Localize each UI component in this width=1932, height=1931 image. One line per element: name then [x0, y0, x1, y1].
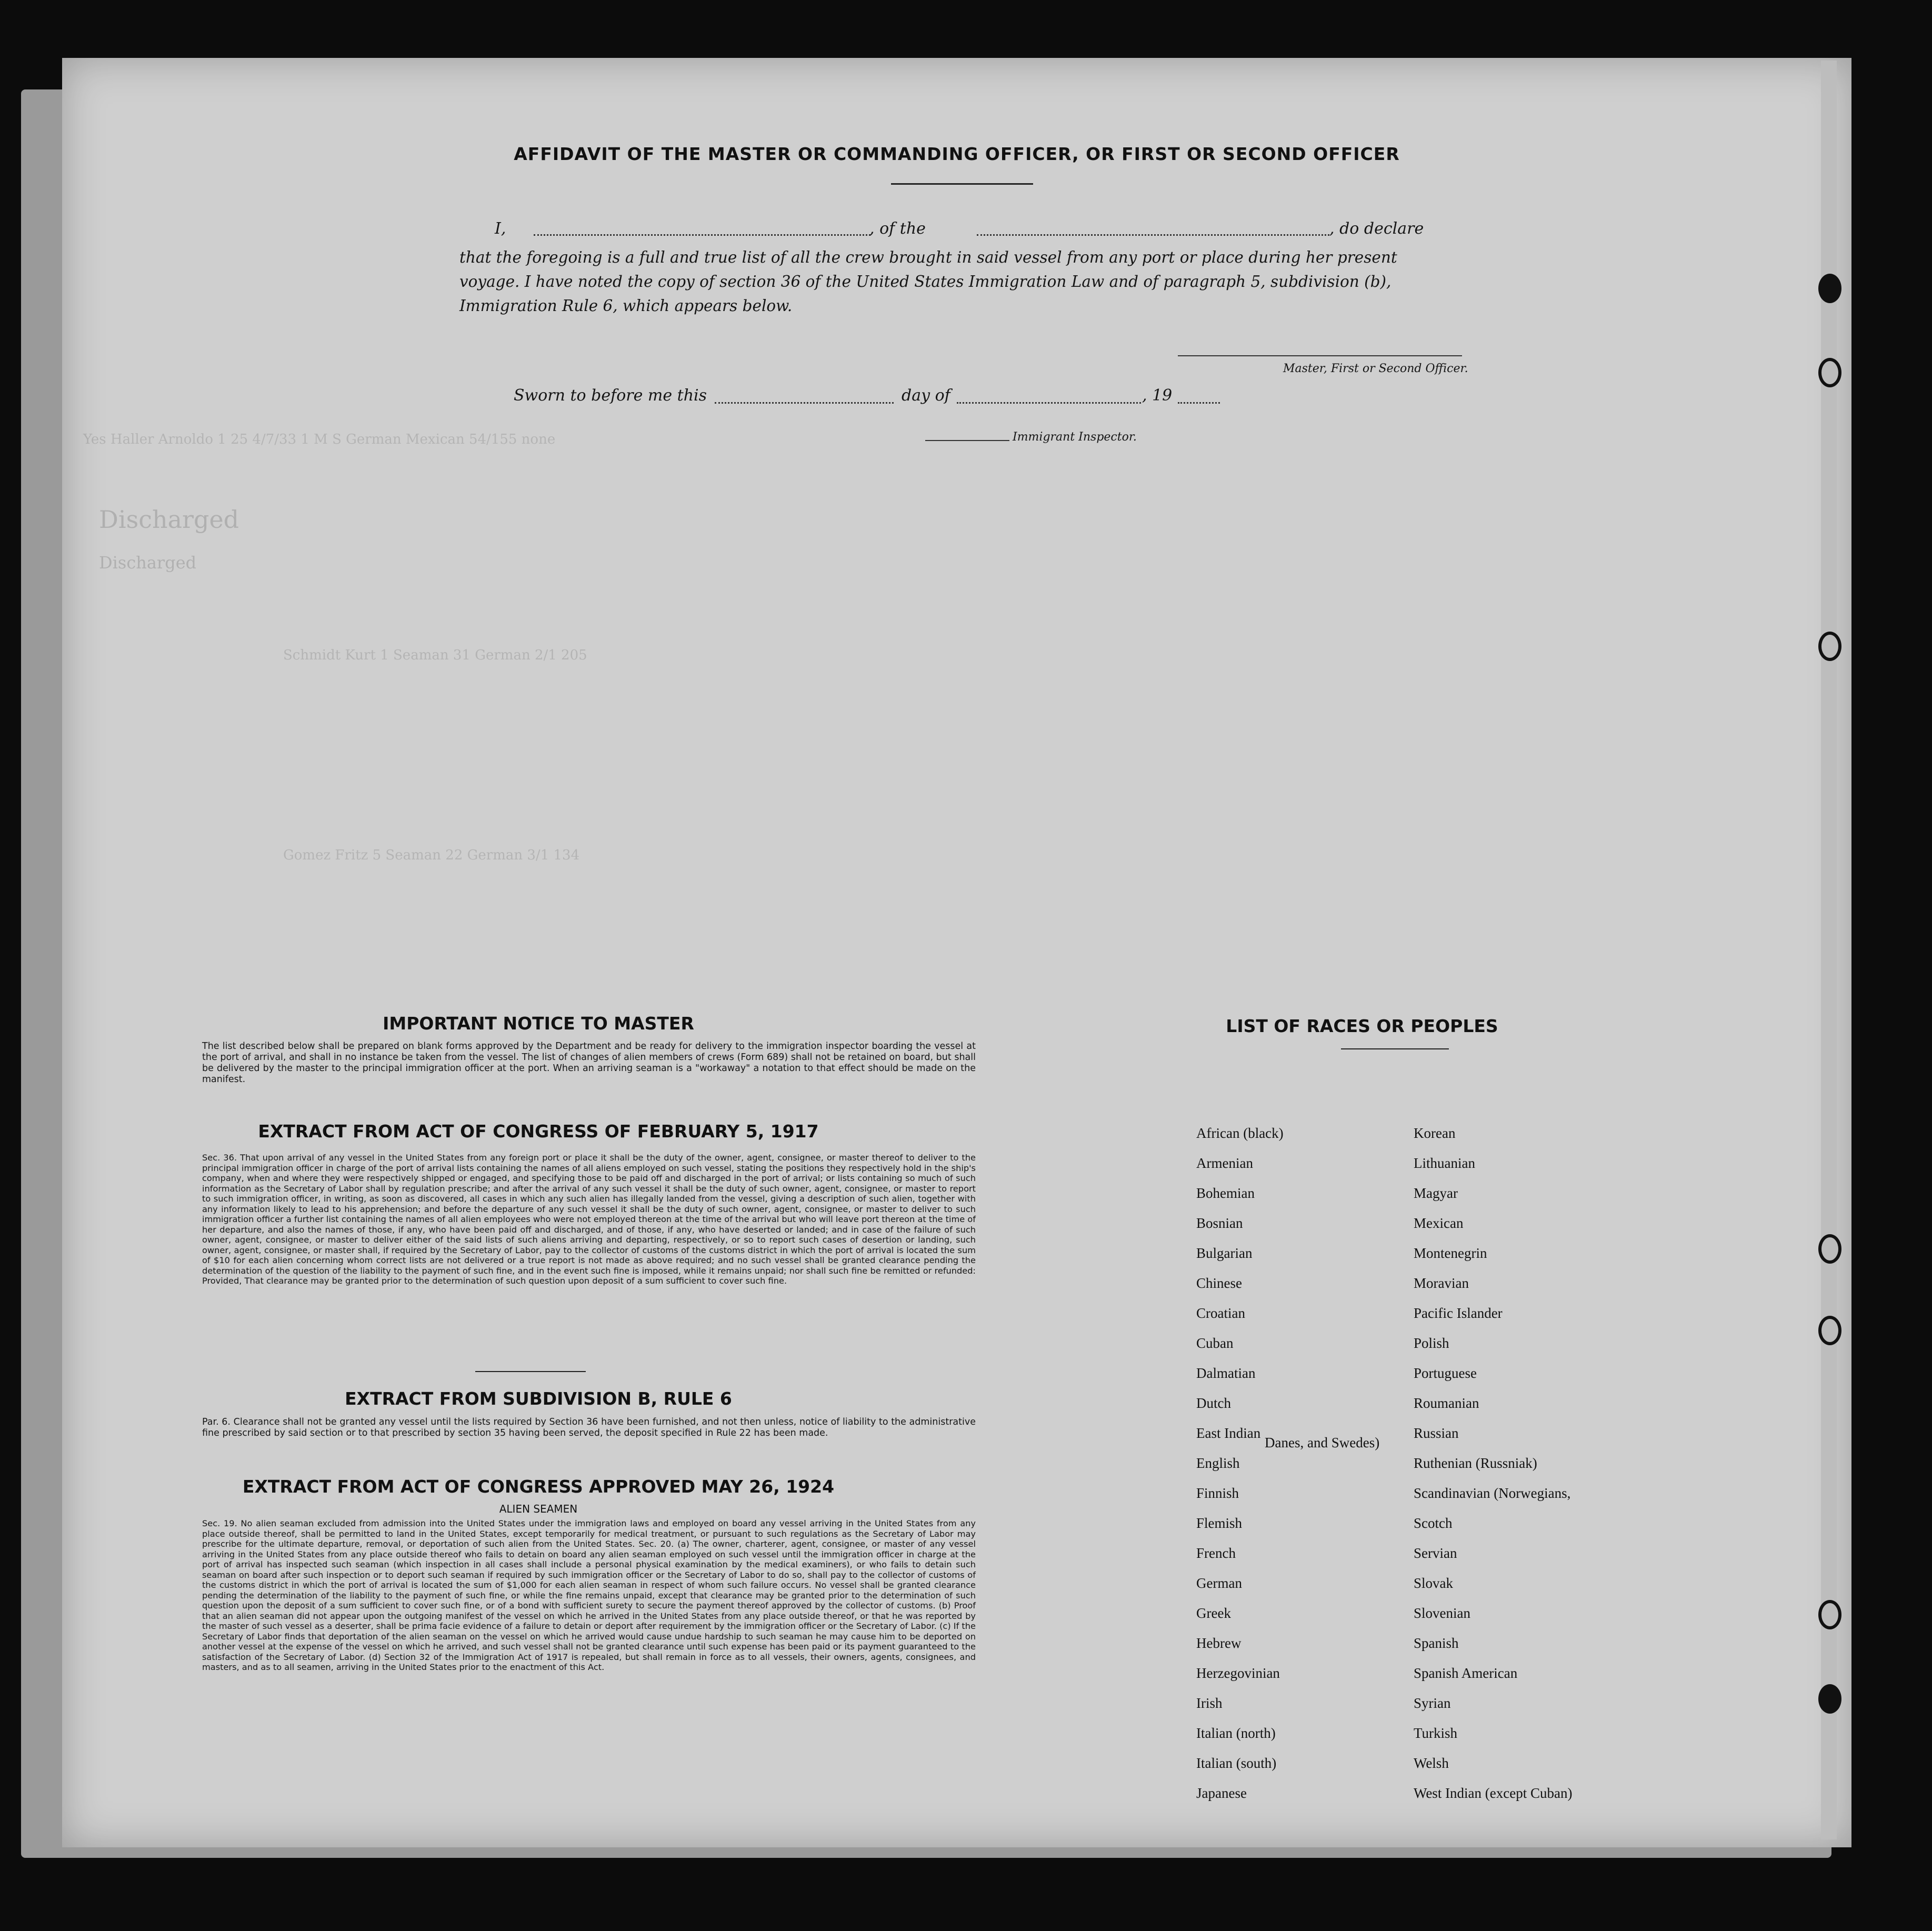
race-item: Magyar — [1414, 1185, 1458, 1201]
punch-hole — [1818, 632, 1841, 661]
races-underline — [1341, 1048, 1449, 1049]
race-item: Bosnian — [1196, 1215, 1243, 1231]
rule6-heading: EXTRACT FROM SUBDIVISION B, RULE 6 — [345, 1388, 732, 1409]
race-item: West Indian (except Cuban) — [1414, 1785, 1573, 1801]
race-item: English — [1196, 1455, 1240, 1471]
race-item: Portuguese — [1414, 1365, 1477, 1381]
punch-hole — [1818, 1234, 1841, 1264]
section-divider — [475, 1371, 586, 1372]
race-item: French — [1196, 1545, 1236, 1561]
race-item: Polish — [1414, 1335, 1449, 1351]
race-item: Korean — [1414, 1125, 1456, 1141]
race-item: Herzegovinian — [1196, 1665, 1280, 1681]
signature-caption: Master, First or Second Officer. — [1283, 362, 1468, 375]
race-item: Croatian — [1196, 1305, 1245, 1321]
bleed-through-rows: Gomez Fritz 5 Seaman 22 German 3/1 134 — [283, 847, 580, 863]
punch-hole — [1818, 358, 1841, 387]
race-item: Scotch — [1414, 1515, 1453, 1531]
race-item: Cuban — [1196, 1335, 1234, 1351]
document-page — [62, 58, 1851, 1847]
extract-1917-heading: EXTRACT FROM ACT OF CONGRESS OF FEBRUARY 5, 1917 — [258, 1121, 819, 1142]
race-item: Hebrew — [1196, 1635, 1242, 1651]
affidavit-i-label: I, — [495, 219, 506, 238]
race-item: Slovak — [1414, 1575, 1454, 1591]
race-item: Servian — [1414, 1545, 1457, 1561]
day-of-label: day of — [902, 386, 950, 405]
race-item: Pacific Islander — [1414, 1305, 1503, 1321]
race-item: African (black) — [1196, 1125, 1284, 1141]
race-item: Ruthenian (Russniak) — [1414, 1455, 1537, 1471]
race-item: Syrian — [1414, 1695, 1451, 1711]
race-item: Welsh — [1414, 1755, 1449, 1771]
sworn-day-blank[interactable] — [715, 402, 894, 404]
affidavit-line-3: voyage. I have noted the copy of section 36 of the United States Immigration Law and of paragraph 5, subdivision (b), — [459, 273, 1392, 291]
notice-heading: IMPORTANT NOTICE TO MASTER — [383, 1013, 694, 1034]
punch-hole — [1818, 1684, 1841, 1714]
affidavit-line-4: Immigration Rule 6, which appears below. — [459, 297, 793, 315]
punch-hole — [1818, 1316, 1841, 1345]
rule6-text: Par. 6. Clearance shall not be granted any vessel until the lists required by Section 36 have been furnished, and not then unless, notice of liability to the administrative fine prescribed by said section or to that prescribed by section 35 having been served, the deposit specified in Rule 22 has been made. — [202, 1417, 976, 1438]
inspector-caption: Immigrant Inspector. — [1013, 431, 1137, 444]
page-edge — [1821, 61, 1837, 1839]
bleed-through-rows: Yes Haller Arnoldo 1 25 4/7/33 1 M S German Mexican 54/155 none — [83, 432, 556, 447]
punch-hole — [1818, 1600, 1841, 1629]
race-item: Moravian — [1414, 1275, 1469, 1291]
race-item: Japanese — [1196, 1785, 1247, 1801]
race-item: Italian (north) — [1196, 1725, 1276, 1741]
race-item: Irish — [1196, 1695, 1223, 1711]
sworn-label: Sworn to before me this — [514, 386, 707, 405]
race-item: Slovenian — [1414, 1605, 1470, 1621]
inspector-blank[interactable] — [925, 440, 1009, 441]
race-item: Bulgarian — [1196, 1245, 1253, 1261]
sworn-year-blank[interactable] — [1178, 402, 1220, 404]
extract-1924-text: Sec. 19. No alien seaman excluded from admission into the United States under the immigration laws and employed on board any vessel arriving in the United States from any place outside thereof, shall be permitted to land in the United States, except temporarily for medical treatment, or pursuant to such regulations as the Secretary of Labor may prescribe for the ultimate departure, removal, or deportation of such alien from the United States. Sec. 20. (a) The owner, charterer, agent, consignee, or master of any vessel arriving in the United States from any place outside thereof who fails to detain on board any alien seaman employed on such vessel until the immigration officer in charge at the port of arrival has inspected such seaman (which inspection in all cases shall include a personal physical examination by the medical examiners), or who fails to detain such seaman on board after such inspection or to deport such seaman if required by such immigration officer or the Secretary of Labor to do so, shall pay to the collector of customs of the customs district in which the port of arrival is located the sum of $1,000 for each alien seaman in respect of whom such failure occurs. No vessel shall be granted clearance pending the determination of the liability to the payment of such fine, or while the fine remains unpaid, except that clearance may be granted prior to the determination of such question upon the deposit of a sum sufficient to cover such fine, or of a bond with sufficient surety to secure the payment thereof approved by the collector of customs. (b) Proof that an alien seaman did not appear upon the outgoing manifest of the vessel on which he arrived in the United States from any place outside thereof, or that he was reported by the master of such vessel as a deserter, shall be prima facie evidence of a failure to detain or deport after requirement by the immigration officer or the Secretary of Labor. (c) If the Secretary of Labor finds that deportation of the alien seaman on the vessel on which he arrived would cause undue hardship to such seaman he may cause him to be deported on another vessel at the expense of the vessel on which he arrived, and such vessel shall not be granted clearance until such expense has been paid or its payment guaranteed to the satisfaction of the Secretary of Labor. (d) Section 32 of the Immigration Act of 1917 is repealed, but shall remain in force as to all vessels, their owners, agents, consignees, and masters, and as to all seamen, arriving in the United States prior to the enactment of this Act. — [202, 1518, 976, 1672]
punch-hole — [1818, 274, 1841, 303]
alien-seamen-subheading: ALIEN SEAMEN — [499, 1503, 578, 1515]
year-label: , 19 — [1142, 386, 1173, 405]
race-item: Bohemian — [1196, 1185, 1255, 1201]
race-item: Flemish — [1196, 1515, 1243, 1531]
race-item: Turkish — [1414, 1725, 1458, 1741]
affidavit-title: AFFIDAVIT OF THE MASTER OR COMMANDING OFFICER, OR FIRST OR SECOND OFFICER — [514, 144, 1400, 164]
bleed-through-rows: Schmidt Kurt 1 Seaman 31 German 2/1 205 — [283, 647, 587, 663]
race-item: Armenian — [1196, 1155, 1253, 1171]
race-item: East Indian — [1196, 1425, 1261, 1441]
bleed-through-handwriting: Discharged — [99, 553, 197, 573]
race-item-scandinavian-cont: Danes, and Swedes) — [1265, 1435, 1380, 1450]
affidavit-do-declare: , do declare — [1329, 219, 1424, 238]
signature-blank[interactable] — [1178, 355, 1462, 356]
race-item: Russian — [1414, 1425, 1459, 1441]
notice-text: The list described below shall be prepared on blank forms approved by the Department and be ready for delivery to the immigration inspector boarding the vessel at the port of arrival, and shall in no instance be taken from the vessel. The list of changes of alien members of crews (Form 689) shall not be retained on board, but shall be delivered by the master to the principal immigration officer at the port. When an arriving seaman is a "workaway" a notation to that effect should be made on the manifest. — [202, 1041, 976, 1085]
extract-1924-heading: EXTRACT FROM ACT OF CONGRESS APPROVED MAY 26, 1924 — [242, 1476, 835, 1497]
affidavit-line-2: that the foregoing is a full and true list of all the crew brought in said vessel from any port or place during her present — [459, 248, 1397, 266]
extract-1917-text: Sec. 36. That upon arrival of any vessel in the United States from any foreign port or place it shall be the duty of the owner, agent, consignee, or master thereof to deliver to the principal immigration officer in charge of the port of arrival lists containing the names of all aliens employed on such vessel, stating the positions they respectively hold in the ship's company, when and where they were respectively shipped or engaged, and specifying those to be paid off and discharged in the port of arrival; or lists containing so much of such information as the Secretary of Labor shall by regulation prescribe; and after the arrival of any such vessel it shall be the duty of such owner, agent, consignee, or master to report to such immigration officer, in writing, as soon as discovered, all cases in which any such alien has illegally landed from the vessel, giving a description of such alien, together with any information likely to lead to his apprehension; and before the departure of any such vessel it shall be the duty of such owner, agent, consignee, or master to deliver to such immigration officer a further list containing the names of all alien employees who were not employed thereon at the time of the arrival but who will leave port thereon at the time of her departure, and also the names of those, if any, who have been paid off and discharged, and of those, if any, who have deserted or landed; and in case of the failure of such owner, agent, consignee, or master to deliver either of the said lists of such aliens arriving and departing, respectively, or so to report such cases of desertion or landing, such owner, agent, consignee, or master shall, if required by the Secretary of Labor, pay to the collector of customs of the customs district in which the port of arrival is located the sum of $10 for each alien concerning whom correct lists are not delivered or a true report is not made as above required; and no such vessel shall be granted clearance pending the determination of the question of the liability to the payment of such fine, and in the event such fine is imposed, while it remains unpaid; nor shall such fine be remitted or refunded: Provided, That clearance may be granted prior to the determination of such question upon deposit of a sum sufficient to cover such fine. — [202, 1153, 976, 1286]
race-item: German — [1196, 1575, 1242, 1591]
race-item: Italian (south) — [1196, 1755, 1277, 1771]
race-item: Finnish — [1196, 1485, 1239, 1501]
race-item: Spanish — [1414, 1635, 1459, 1651]
affidavit-of-the: , of the — [869, 219, 926, 238]
race-item: Scandinavian (Norwegians, — [1414, 1485, 1571, 1501]
sworn-month-blank[interactable] — [957, 402, 1141, 404]
race-item: Mexican — [1414, 1215, 1464, 1231]
race-item: Roumanian — [1414, 1395, 1479, 1411]
race-item: Dalmatian — [1196, 1365, 1256, 1381]
race-item: Chinese — [1196, 1275, 1242, 1291]
name-blank[interactable] — [534, 234, 870, 236]
races-heading: LIST OF RACES OR PEOPLES — [1226, 1016, 1498, 1036]
race-item: Greek — [1196, 1605, 1231, 1621]
race-item: Dutch — [1196, 1395, 1231, 1411]
race-item: Montenegrin — [1414, 1245, 1487, 1261]
bleed-through-handwriting: Discharged — [99, 505, 239, 534]
vessel-blank[interactable] — [977, 234, 1329, 236]
race-item: Spanish American — [1414, 1665, 1518, 1681]
race-item: Lithuanian — [1414, 1155, 1475, 1171]
title-underline — [891, 183, 1033, 185]
